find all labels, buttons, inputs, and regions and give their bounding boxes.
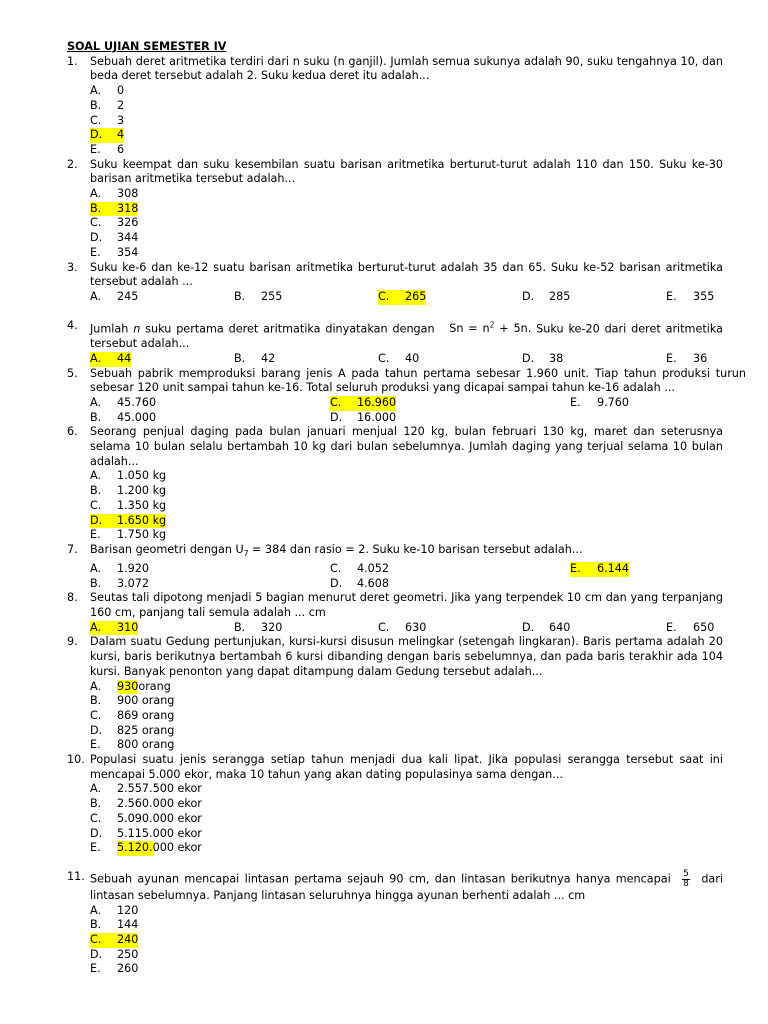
option-a: A. 45.760: [90, 395, 157, 409]
question-2: [67, 158, 723, 261]
question-10: [67, 753, 723, 870]
option-d: D. 16.000: [330, 410, 397, 424]
option-b-highlighted: B. 318: [90, 201, 139, 215]
option-a: A. 308: [90, 187, 139, 201]
question-number: 4.: [67, 318, 78, 332]
option-d: D. 4.608: [330, 576, 390, 590]
question-5: [67, 366, 746, 426]
option-d: D. 344: [90, 231, 139, 245]
option-c-highlighted: C. 16.960: [330, 395, 397, 409]
option-e: E. 650: [666, 620, 715, 634]
option-b: B. 144: [90, 918, 139, 932]
question-number: 10.: [67, 753, 85, 767]
option-c: C. 40: [378, 351, 420, 365]
question-7: [67, 543, 723, 591]
option-e: E. 800 orang: [90, 738, 175, 752]
question-number: 11.: [67, 869, 85, 883]
option-e: E. 354: [90, 245, 139, 259]
option-e: E. 9.760: [570, 395, 630, 409]
question-text: Suku keempat dan suku kesembilan suatu barisan aritmetika berturut-turut adalah 110 dan 150. Suku ke-30 barisan aritmetika tersebut adalah...: [90, 157, 723, 186]
option-c: C. 1.350 kg: [90, 498, 167, 512]
question-number: 3.: [67, 260, 78, 274]
option-a: A. 2.557.500 ekor: [90, 782, 202, 796]
question-text: Seutas tali dipotong menjadi 5 bagian menurut deret geometri. Jika yang terpendek 10 cm dan yang terpanjang 160 cm, panjang tali semula adalah ... cm: [90, 591, 723, 619]
option-d: D. 825 orang: [90, 723, 175, 737]
question-number: 7.: [67, 542, 78, 556]
option-b: B. 3.072: [90, 576, 150, 590]
question-text: Dalam suatu Gedung pertunjukan, kursi-kursi disusun melingkar (setengah lingkaran). Baris pertama adalah 20 kursi, baris berikutnya bertambah 6 kursi dibanding dengan baris sebelumnya, dan pada baris terakhir ada 104 kursi. Banyak penonton yang dapat ditampung dalam Gedung tersebut adalah...: [90, 635, 723, 678]
option-c: C. 869 orang: [90, 708, 175, 722]
option-a-highlighted: A. 44: [90, 351, 132, 365]
option-c: C. 326: [90, 216, 139, 230]
question-8: [67, 591, 723, 635]
fraction: $\frac{5}{8}$: [683, 868, 689, 889]
question-4: [67, 319, 723, 367]
option-e: E. 260: [90, 962, 139, 976]
question-9: [67, 635, 723, 753]
question-text: Populasi suatu jenis serangga setiap tahun menjadi dua kali lipat. Jika populasi serangga tersebut saat ini mencapai 5.000 ekor, maka 10 tahun yang akan dating populasinya sama dengan...: [90, 753, 723, 781]
option-c-highlighted: C. 265: [378, 289, 427, 303]
option-e: E. 355: [666, 289, 715, 303]
option-d: D. 250: [90, 947, 139, 961]
option-a: A. 120: [90, 903, 139, 917]
option-b: B. 320: [234, 620, 283, 634]
question-text: Barisan geometri dengan $U_7 = 384$ dan rasio = 2. Suku ke-10 barisan tersebut adalah...: [90, 542, 583, 559]
option-d-highlighted: D. 1.650 kg: [90, 513, 167, 527]
option-d: D. 38: [522, 351, 564, 365]
option-c: C. 630: [378, 620, 427, 634]
option-d: D. 285: [522, 289, 571, 303]
option-a-highlighted: A. 310: [90, 620, 139, 634]
question-number: 2.: [67, 157, 78, 171]
option-b: B. 2.560.000 ekor: [90, 797, 202, 811]
option-a: A. 1.050 kg: [90, 469, 167, 483]
question-number: 1.: [67, 54, 78, 68]
option-e-highlighted: E. 6.144: [570, 561, 630, 575]
question-11: [67, 870, 723, 977]
question-text: Sebuah deret aritmetika terdiri dari n suku (n ganjil). Jumlah semua sukunya adalah 90, suku tengahnya 10, dan beda deret tersebut adalah 2. Suku kedua deret itu adalah...: [90, 54, 723, 83]
option-a: A. 930 orang: [90, 679, 171, 693]
option-a: A. 245: [90, 289, 139, 303]
option-e: E. 5.120. 000 ekor: [90, 841, 202, 855]
option-b: B. 900 orang: [90, 694, 175, 708]
question-text: Sebuah pabrik memproduksi barang jenis A pada tahun pertama sebesar 1.960 unit. Tiap tahun produksi turun sebesar 120 unit sampai tahun ke-16. Total seluruh produksi yang dicapai sampai tahun ke-16 adalah ...: [90, 366, 746, 395]
option-c-highlighted: C. 240: [90, 933, 139, 947]
question-1: [67, 55, 723, 158]
option-e: E. 6: [90, 142, 125, 156]
option-b: B. 45.000: [90, 410, 157, 424]
option-d: D. 5.115.000 ekor: [90, 826, 202, 840]
option-e: E. 1.750 kg: [90, 528, 167, 542]
option-c: C. 5.090.000 ekor: [90, 811, 202, 825]
option-e: E. 36: [666, 351, 708, 365]
highlighted-answer: 930: [117, 679, 139, 693]
option-d: D. 640: [522, 620, 571, 634]
highlighted-answer: 5.120.: [117, 841, 153, 855]
question-number: 6.: [67, 425, 78, 439]
option-c: C. 4.052: [330, 561, 390, 575]
question-text: Seorang penjual daging pada bulan januari menjual 120 kg, bulan februari 130 kg, maret dan seterusnya selama 10 bulan selalu bertambah 10 kg dari bulan sebelumnya. Jumlah daging yang terjual selama 10 bulan adalah...: [90, 425, 723, 468]
question-text: Jumlah n suku pertama deret aritmatika dinyatakan dengan $Sn = n^2 + 5n$. Suku ke-20 dari deret aritmetika tersebut adalah...: [90, 320, 723, 351]
exam-document: [67, 40, 746, 977]
option-b: B. 42: [234, 351, 276, 365]
exam-title: SOAL UJIAN SEMESTER IV: [67, 40, 227, 53]
question-6: [67, 425, 723, 543]
question-3: [67, 261, 723, 319]
question-number: 9.: [67, 635, 78, 649]
option-a: A. 0: [90, 84, 125, 98]
question-text: Suku ke-6 dan ke-12 suatu barisan aritmetika berturut-turut adalah 35 dan 65. Suku ke-52 barisan aritmetika tersebut adalah ...: [90, 260, 723, 289]
option-b: B. 1.200 kg: [90, 484, 167, 498]
option-b: B. 255: [234, 289, 283, 303]
question-number: 5.: [67, 366, 78, 380]
question-number: 8.: [67, 591, 78, 605]
option-a: A. 1.920: [90, 561, 150, 575]
option-c: C. 3: [90, 113, 125, 127]
question-text: Sebuah ayunan mencapai lintasan pertama sejauh 90 cm, dan lintasan berikutnya hanya mencapai $\frac{5}{8}$ dari lintasan sebelumnya. Panjang lintasan seluruhnya hingga ayunan berhenti adalah ... cm: [90, 868, 723, 902]
option-b: B. 2: [90, 98, 125, 112]
formula: $Sn = n^2 + 5n$.: [449, 320, 532, 336]
option-d-highlighted: D. 4: [90, 128, 125, 142]
